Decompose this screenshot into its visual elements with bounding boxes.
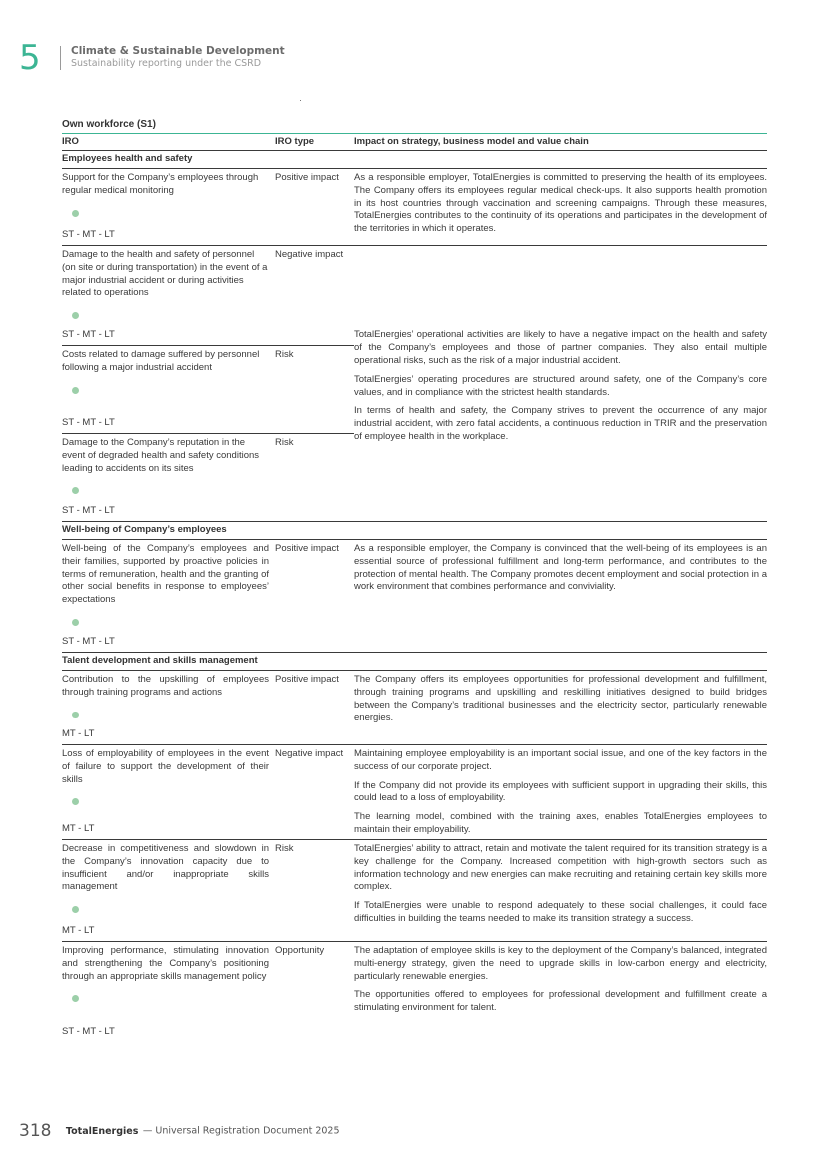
iro-cell [62,434,275,521]
table-row [62,745,767,840]
impact-cell [354,745,767,839]
iro-cell [62,346,275,433]
iro-cell [62,540,275,652]
time-horizon: MT - LT [62,823,95,835]
impact-cell [354,671,767,744]
iro-text: Decrease in competitiveness and slowdown in the Company’s innovation capacity due to insufficient and/or inappropriate skills management [62,843,269,893]
time-horizon: MT - LT [62,728,95,740]
impact-paragraph: The opportunities offered to employees for professional development and fulfillment create a stimulating environment for talent. [354,989,767,1014]
iro-type: Negative impact [275,748,344,759]
materiality-dot [72,210,79,217]
materiality-dot [72,906,79,913]
shared-impact-cell [354,246,767,521]
chapter-number: 5 [19,38,41,78]
iro-text: Contribution to the upskilling of employees through training programs and actions [62,674,269,698]
table-row [62,942,767,1042]
impact-paragraph: The Company offers its employees opportunities for professional development and fulfillment, through training programs and upskilling and reskilling initiatives designed to build bridges between the Company’s traditional businesses and the electricity sector, particularly renewable energies. [354,674,767,724]
section-title: Own workforce (S1) [62,119,156,130]
iro-text: Damage to the Company’s reputation in the event of degraded health and safety conditions leading to accidents on its sites [62,437,260,474]
iro-cell [62,840,275,941]
page-number: 318 [19,1121,52,1141]
impact-paragraph: Maintaining employee employability is an important social issue, and one of the key factors in the success of our corporate project. [354,748,767,772]
iro-text: Loss of employability of employees in the event of failure to support the development of their skills [62,748,269,785]
iro-type: Risk [275,843,294,854]
iro-text: Well-being of the Company’s employees and their families, supported by proactive policies in terms of remuneration, health and the granting of other social benefits in response to employees’ expectations [62,543,269,606]
materiality-dot [72,712,79,719]
chapter-title: Climate & Sustainable Development [71,45,285,57]
footer-document-title: — Universal Registration Document 2025 [142,1125,340,1137]
materiality-dot [72,619,79,626]
col-header-iro-type: IRO type [275,135,315,147]
group-header-health-safety: Employees health and safety [62,151,767,169]
time-horizon: ST - MT - LT [62,229,115,241]
impact-cell [354,840,767,941]
table-row [62,671,767,745]
iro-cell [62,246,275,345]
iro-type: Positive impact [275,172,339,183]
table-row [62,840,767,942]
time-horizon: ST - MT - LT [62,636,115,648]
group-header-wellbeing: Well-being of Company’s employees [62,522,767,540]
iro-cell [62,671,275,744]
materiality-dot [72,798,79,805]
materiality-dot [72,995,79,1002]
impact-paragraph: TotalEnergies’ operational activities are likely to have a negative impact on the health and safety of the Company’s employees and those of partner companies. They also entail multiple operational risks, such as the risk of a major industrial accident. [354,329,767,366]
impact-paragraph: The learning model, combined with the training axes, enables TotalEnergies employees to maintain their employability. [354,811,767,835]
merged-row-group [62,246,767,522]
table-row [62,434,354,521]
impact-cell [354,169,767,245]
footer-brand: TotalEnergies [65,1125,139,1137]
impact-paragraph: In terms of health and safety, the Company strives to prevent the occurrence of any major industrial accident, with zero fatal accidents, a continuous reduction in TRIR and the preservation of employee health in the workplace. [354,405,767,442]
iro-type: Risk [275,437,294,448]
header-divider [60,46,61,70]
group-header-talent: Talent development and skills management [62,653,767,671]
col-header-impact: Impact on strategy, business model and value chain [354,135,589,147]
time-horizon: ST - MT - LT [62,329,115,341]
table-row [62,540,767,653]
iro-text: Damage to the health and safety of personnel (on site or during transportation) in the event of a major industrial accident or during activities related to operations [62,249,268,299]
iro-type: Opportunity [275,945,325,956]
iro-type: Positive impact [275,674,339,685]
iro-cell [62,942,275,1042]
merged-left [62,246,354,521]
iro-cell [62,169,275,245]
materiality-dot [72,387,79,394]
iro-text: Costs related to damage suffered by personnel following a major industrial accident [62,349,260,373]
impact-paragraph: As a responsible employer, the Company is convinced that the well-being of its employees is an essential source of professional fulfillment and long-term performance, and contributes to the protection of mental health. The Company promotes decent employment and social protection in a work environment that combines performance and conviviality. [354,543,767,593]
impact-cell [354,540,767,652]
iro-table [62,133,767,1042]
iro-type: Risk [275,349,294,360]
table-row [62,246,354,346]
time-horizon: ST - MT - LT [62,1026,115,1038]
table-row [62,346,354,434]
iro-type: Positive impact [275,543,339,554]
impact-paragraph: As a responsible employer, TotalEnergies is committed to preserving the health of its employees. The Company offers its employees regular medical check-ups. It also supports health promotion in its host countries through vaccination and screening campaigns. Through these measures, TotalEnergies contributes to the continuity of its operations and participates in the development of the territories in which it operates. [354,172,767,235]
iro-text: Support for the Company’s employees through regular medical monitoring [62,172,259,196]
iro-type: Negative impact [275,249,344,260]
table-header [62,133,767,151]
materiality-dot [72,487,79,494]
time-horizon: ST - MT - LT [62,417,115,429]
page-footer [19,1121,340,1141]
stray-dot [300,100,301,101]
iro-text: Improving performance, stimulating innovation and strengthening the Company’s positioning through an appropriate skills management policy [62,945,269,982]
impact-paragraph: The adaptation of employee skills is key to the deployment of the Company’s balanced, integrated multi-energy strategy, given the need to upgrade skills in low-carbon energy and electricity, particularly renewable energies. [354,945,767,982]
time-horizon: ST - MT - LT [62,505,115,517]
chapter-subtitle: Sustainability reporting under the CSRD [71,58,262,69]
impact-paragraph: If the Company did not provide its employees with sufficient support in upgrading their skills, this could lead to a loss of employability. [354,779,767,804]
impact-paragraph: TotalEnergies’ ability to attract, retain and motivate the talent required for its transition strategy is a key challenge for the Company. Increased competition with high-growth sectors such as information technology and new energies can make recruiting and retaining certain key skills more complex. [354,843,767,893]
impact-cell [354,942,767,1042]
table-row [62,169,767,246]
col-header-iro: IRO [62,135,79,147]
impact-paragraph: If TotalEnergies were unable to respond adequately to these social challenges, it could face difficulties in building the teams needed to make its transition strategy a success. [354,900,767,924]
impact-paragraph: TotalEnergies’ operating procedures are structured around safety, one of the Company’s core values, and in compliance with the strictest health standards. [354,373,767,398]
time-horizon: MT - LT [62,925,95,937]
iro-cell [62,745,275,839]
materiality-dot [72,312,79,319]
